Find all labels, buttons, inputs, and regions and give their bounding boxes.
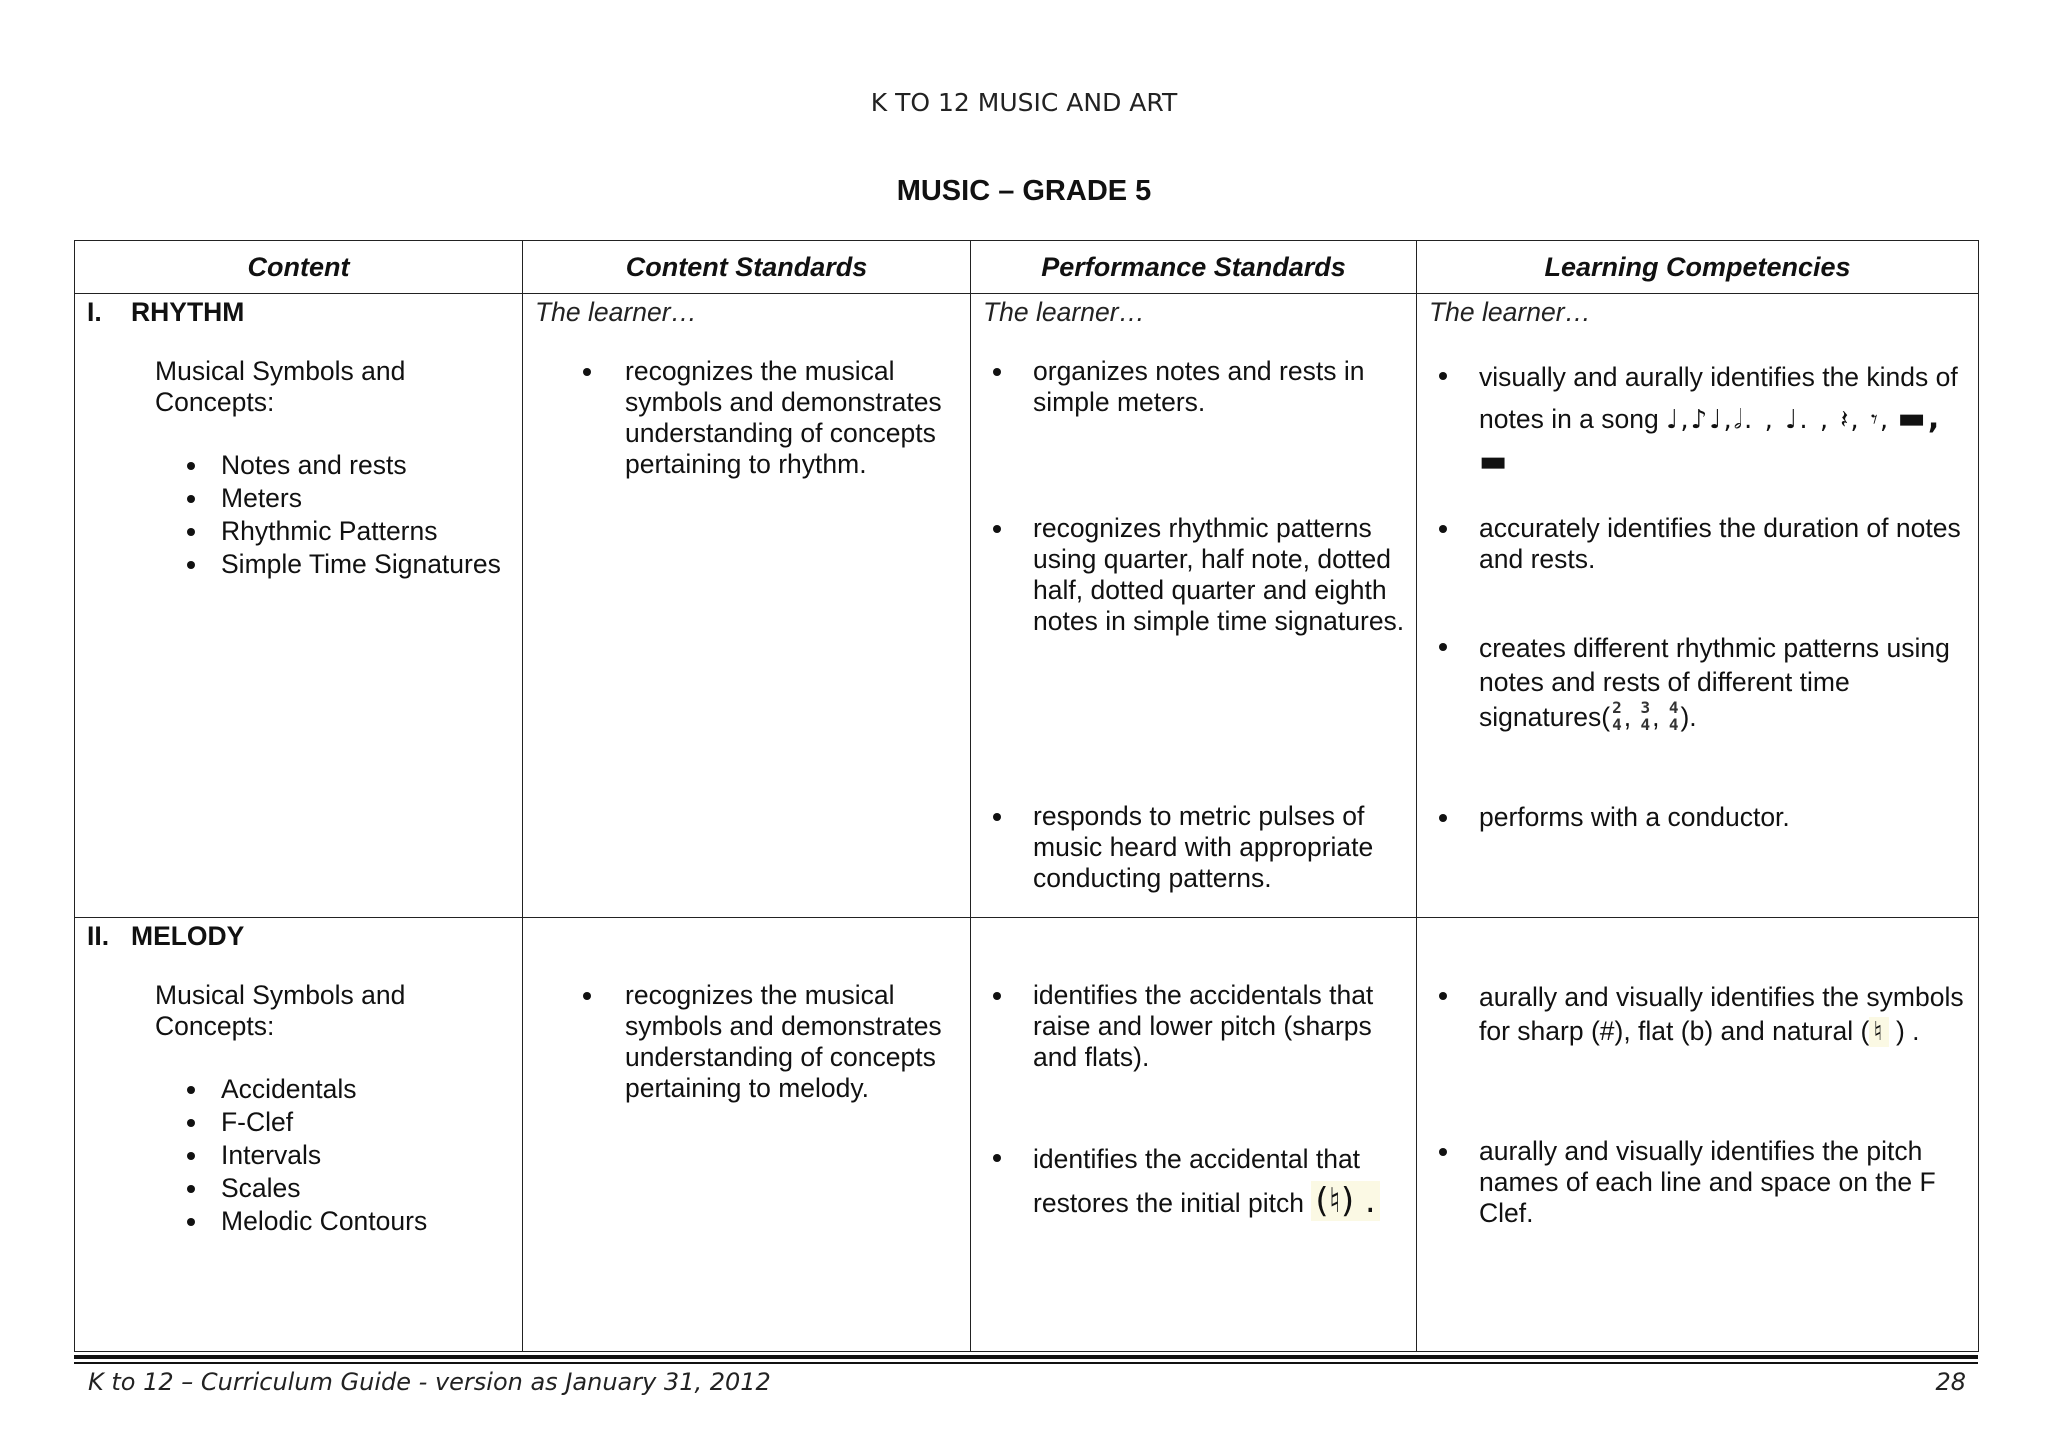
list-item: Rhythmic Patterns [183, 515, 501, 548]
footer-version: K to 12 – Curriculum Guide - version as January 31, 2012 [88, 1368, 771, 1396]
page-number: 28 [1935, 1368, 1966, 1396]
bullet-icon [993, 813, 1001, 821]
rhythm-performance-standards-cell [971, 294, 1417, 918]
natural-sign-icon: (♮) . [1311, 1181, 1379, 1221]
bullet-icon [583, 368, 591, 376]
section-heading-rhythm: I. RHYTHM [87, 297, 245, 327]
melody-content-standards-cell [523, 918, 971, 1352]
bullet-icon [583, 992, 591, 1000]
time-signature-4-4-icon: 4 4 [1668, 698, 1679, 734]
melody-performance-1: identifies the accidentals that raise and lower pitch (sharps and flats). [993, 980, 1406, 1073]
rhythm-sub-heading: Musical Symbols and Concepts: [155, 356, 406, 417]
learner-label: The learner… [535, 297, 698, 327]
column-header-performance-standards: Performance Standards [971, 241, 1417, 294]
rhythm-learning-competencies-cell [1417, 294, 1979, 918]
rhythm-content-standards-cell [523, 294, 971, 918]
bullet-icon [1439, 372, 1447, 380]
list-item: Intervals [183, 1139, 427, 1172]
rhythm-performance-2: recognizes rhythmic patterns using quarter, half note, dotted half, dotted quarter and eighth notes in simple time signatures. [993, 513, 1406, 637]
list-item: Scales [183, 1172, 427, 1205]
column-header-learning-competencies: Learning Competencies [1417, 241, 1979, 294]
page-title: MUSIC – GRADE 5 [896, 175, 1152, 207]
rhythm-competency-1: visually and aurally identifies the kinds of notes in a song ♩,♪♩,𝅗𝅥. , ♩. , 𝄽, 𝄾, ▬, ▬ [1439, 356, 1968, 483]
melody-sub-heading: Musical Symbols and Concepts: [155, 980, 406, 1041]
rhythm-topic-list [183, 449, 501, 581]
natural-sign-icon: ♮ [1869, 1017, 1888, 1047]
rhythm-competency-2: accurately identifies the duration of notes and rests. [1439, 513, 1968, 575]
list-item: F-Clef [183, 1106, 427, 1139]
document-header: K TO 12 MUSIC AND ART [870, 88, 1178, 117]
list-item: Melodic Contours [183, 1205, 427, 1238]
table-row-rhythm [75, 294, 1979, 918]
learner-label: The learner… [1429, 297, 1592, 327]
rhythm-content-cell [75, 294, 523, 918]
column-header-content: Content [75, 241, 523, 294]
melody-learning-competencies-cell [1417, 918, 1979, 1352]
bullet-icon [1439, 992, 1447, 1000]
melody-performance-standards-cell [971, 918, 1417, 1352]
bullet-icon [1439, 814, 1447, 822]
melody-content-cell [75, 918, 523, 1352]
rhythm-competency-3: creates different rhythmic patterns using notes and rests of different time signatures( 2 4 , 3 4 , 4 4 ). [1439, 631, 1968, 734]
melody-competency-1: aurally and visually identifies the symbols for sharp (#), flat (b) and natural ( ♮ ) . [1439, 980, 1968, 1049]
melody-competency-2: aurally and visually identifies the pitch names of each line and space on the F Clef. [1439, 1136, 1968, 1229]
list-item: Meters [183, 482, 501, 515]
bullet-icon [993, 1154, 1001, 1162]
column-header-content-standards: Content Standards [523, 241, 971, 294]
list-item: Simple Time Signatures [183, 548, 501, 581]
time-signature-2-4-icon: 2 4 [1612, 698, 1622, 734]
melody-performance-2: identifies the accidental that restores the initial pitch (♮) . [993, 1138, 1406, 1224]
learner-label: The learner… [983, 297, 1146, 327]
bullet-icon [1439, 1148, 1447, 1156]
rhythm-content-standard: recognizes the musical symbols and demonstrates understanding of concepts pertaining to rhythm. [583, 356, 960, 480]
time-signature-3-4-icon: 3 4 [1640, 698, 1651, 734]
bullet-icon [1439, 525, 1447, 533]
rhythm-performance-3: responds to metric pulses of music heard with appropriate conducting patterns. [993, 801, 1406, 894]
table-header-row [75, 241, 1979, 294]
footer-rule [74, 1355, 1978, 1364]
rhythm-performance-1: organizes notes and rests in simple meters. [993, 356, 1406, 418]
melody-content-standard: recognizes the musical symbols and demonstrates understanding of concepts pertaining to melody. [583, 980, 960, 1104]
whole-half-rest-icon: ▬, ▬ [1479, 401, 1942, 479]
curriculum-table [74, 240, 1979, 1352]
bullet-icon [1439, 643, 1447, 651]
section-heading-melody: II. MELODY [87, 921, 245, 951]
rhythm-competency-4: performs with a conductor. [1439, 802, 1968, 833]
table-row-melody [75, 918, 1979, 1352]
bullet-icon [993, 525, 1001, 533]
note-symbols-icon: ♩,♪♩,𝅗𝅥. , ♩. , 𝄽, 𝄾, [1666, 405, 1891, 435]
melody-topic-list [183, 1073, 427, 1238]
bullet-icon [993, 368, 1001, 376]
list-item: Accidentals [183, 1073, 427, 1106]
list-item: Notes and rests [183, 449, 501, 482]
bullet-icon [993, 992, 1001, 1000]
